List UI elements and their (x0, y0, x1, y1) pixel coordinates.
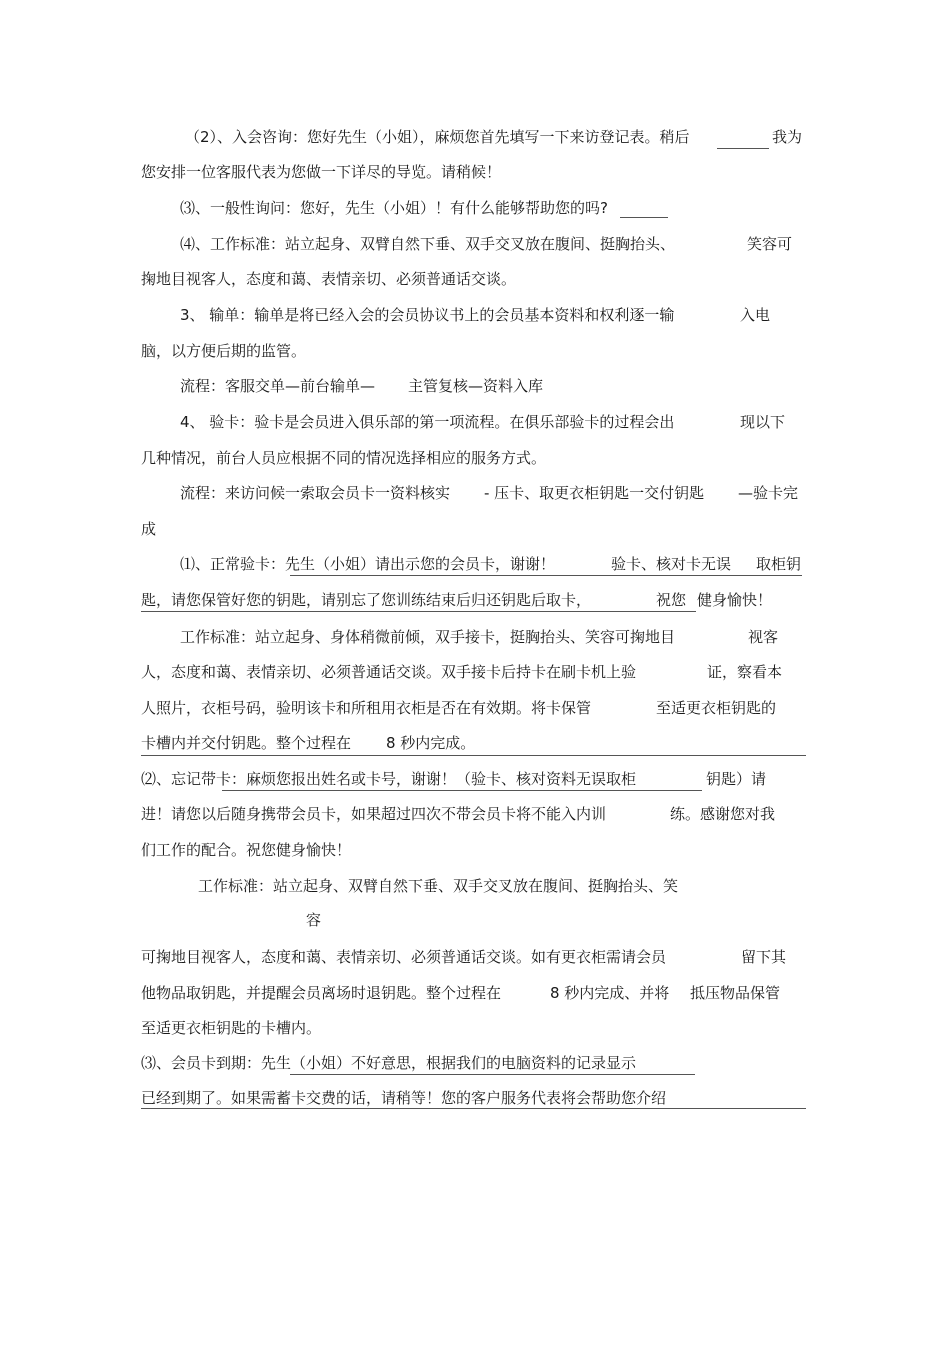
text-line: ⑶、一般性询问：您好，先生（小姐）！有什么能够帮助您的吗? (180, 199, 608, 217)
underline (290, 575, 802, 576)
text-line: 入电 (740, 306, 771, 324)
text-line: 健身愉快！ (697, 591, 773, 609)
text-line: - 压卡、取更衣柜钥匙一交付钥匙 (484, 484, 705, 502)
underline (141, 755, 806, 756)
text-line: 流程：客服交单—前台输单— (180, 377, 376, 395)
text-line: 掬地目视客人，态度和蔼、表情亲切、必须普通话交谈。 (141, 270, 517, 288)
underline (141, 1108, 806, 1109)
text-line: 脑，以方便后期的监管。 (141, 342, 307, 360)
underline (717, 148, 769, 149)
text-line: 抵压物品保管 (690, 984, 781, 1002)
underline (620, 217, 668, 218)
text-line: —验卡完 (738, 484, 799, 502)
text-line: 练。感谢您对我 (670, 805, 776, 823)
text-line: ⑷、工作标准：站立起身、双臂自然下垂、双手交叉放在腹间、挺胸抬头、 (180, 235, 676, 253)
underline (222, 790, 702, 791)
text-line: 祝您 (656, 591, 687, 609)
text-line: 容 (306, 911, 322, 929)
underline (290, 1074, 695, 1075)
text-line: 成 (141, 520, 157, 538)
text-line: 我为 (772, 128, 803, 146)
text-line: 4、 验卡：验卡是会员进入俱乐部的第一项流程。在俱乐部验卡的过程会出 (180, 413, 675, 431)
text-line: 人，态度和蔼、表情亲切、必须普通话交谈。双手接卡后持卡在刷卡机上验 (141, 663, 637, 681)
text-line: 笑容可 (747, 235, 793, 253)
text-line: 工作标准：站立起身、双臂自然下垂、双手交叉放在腹间、挺胸抬头、笑 (198, 877, 679, 895)
text-line: 至适更衣柜钥匙的卡槽内。 (141, 1019, 322, 1037)
text-line: 卡槽内并交付钥匙。整个过程在 (141, 734, 352, 752)
text-line: ⑶、会员卡到期：先生（小姐）不好意思，根据我们的电脑资料的记录显示 (141, 1054, 637, 1072)
text-line: （2）、入会咨询：您好先生（小姐），麻烦您首先填写一下来访登记表。稍后 (185, 128, 690, 146)
text-line: 现以下 (740, 413, 786, 431)
underline (141, 611, 696, 612)
text-line: ⑵、忘记带卡：麻烦您报出姓名或卡号，谢谢！（验卡、核对资料无误取柜 (141, 770, 637, 788)
text-line: 几种情况，前台人员应根据不同的情况选择相应的服务方式。 (141, 449, 547, 467)
text-line: 他物品取钥匙，并提醒会员离场时退钥匙。整个过程在 (141, 984, 502, 1002)
text-line: 8 秒内完成。 (386, 734, 476, 752)
text-line: 已经到期了。如果需蓄卡交费的话，请稍等！您的客户服务代表将会帮助您介绍 (141, 1089, 667, 1107)
text-line: 您安排一位客服代表为您做一下详尽的导览。请稍候！ (141, 163, 502, 181)
text-line: ⑴、正常验卡：先生（小姐）请出示您的会员卡，谢谢！ (180, 555, 556, 573)
text-line: 钥匙）请 (706, 770, 767, 788)
text-line: 至适更衣柜钥匙的 (656, 699, 777, 717)
text-line: 证，察看本 (707, 663, 783, 681)
text-line: 们工作的配合。祝您健身愉快！ (141, 841, 352, 859)
text-line: 取柜钥 (756, 555, 802, 573)
text-line: 流程：来访问候一索取会员卡一资料核实 (180, 484, 451, 502)
text-line: 工作标准：站立起身、身体稍微前倾，双手接卡，挺胸抬头、笑容可掬地目 (180, 628, 676, 646)
text-line: 验卡、核对卡无误 (611, 555, 732, 573)
text-line: 可掬地目视客人，态度和蔼、表情亲切、必须普通话交谈。如有更衣柜需请会员 (141, 948, 667, 966)
text-line: 3、 输单：输单是将已经入会的会员协议书上的会员基本资料和权利逐一输 (180, 306, 675, 324)
text-line: 人照片，衣柜号码，验明该卡和所租用衣柜是否在有效期。将卡保管 (141, 699, 592, 717)
text-line: 视客 (748, 628, 779, 646)
text-line: 进！请您以后随身携带会员卡，如果超过四次不带会员卡将不能入内训 (141, 805, 607, 823)
text-line: 8 秒内完成、并将 (550, 984, 670, 1002)
text-line: 留下其 (741, 948, 787, 966)
text-line: 主管复核—资料入库 (408, 377, 544, 395)
text-line: 匙，请您保管好您的钥匙，请别忘了您训练结束后归还钥匙后取卡， (141, 591, 592, 609)
